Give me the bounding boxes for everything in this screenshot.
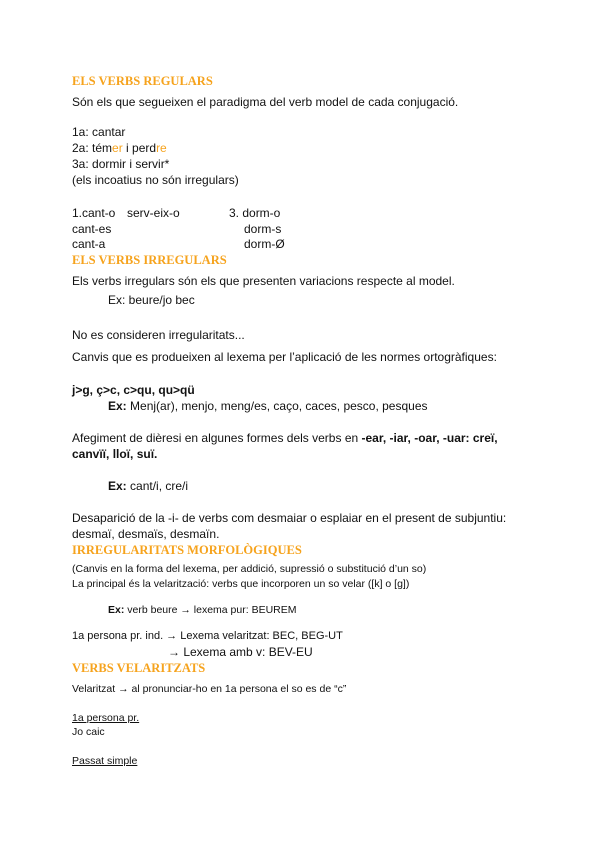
diaeresis-line-2: canvïï, lloï, suï. <box>72 447 158 461</box>
conjugation-3: 3a: dormir i servir* <box>72 157 170 171</box>
paradigm-cell: 3. dorm-o <box>229 206 281 220</box>
spelling-changes: Canvis que es produeixen al lexema per l’aplicació de les normes ortogràfiques: <box>72 350 497 364</box>
section-title-velarized: VERBS VELARITZATS <box>72 661 206 675</box>
subheading-simple-past: Passat simple <box>72 755 138 767</box>
example-beure-lexeme: Ex: verb beure → lexema pur: BEUREM <box>108 604 297 616</box>
not-irregularities: No es consideren irregularitats... <box>72 328 245 342</box>
conjugation-note: (els incoatius no són irregulars) <box>72 173 239 187</box>
regular-verbs-intro: Són els que segueixen el paradigma del verb model de cada conjugació. <box>72 95 459 109</box>
paradigm-cell: dorm-s <box>244 222 282 236</box>
conjugation-2: 2a: témer i perdre <box>72 141 167 155</box>
paradigm-cell: dorm-Ø <box>244 237 285 251</box>
paradigm-cell: cant-a <box>72 237 106 251</box>
lexeme-with-v: → Lexema amb v: BEV-EU <box>168 645 313 659</box>
i-disappearance-line-1: Desaparició de la -i- de verbs com desmaiar o esplaiar en el present de subjuntiu: <box>72 511 507 525</box>
paradigm-cell: 1.cant-o <box>72 206 116 220</box>
example-beure: Ex: beure/jo bec <box>108 293 195 307</box>
section-title-irregular-verbs: ELS VERBS IRREGULARS <box>72 253 227 267</box>
irregular-verbs-intro: Els verbs irregulars són els que presenten variacions respecte al model. <box>72 274 455 288</box>
paradigm-cell: cant-es <box>72 222 112 236</box>
example-jo-caic: Jo caic <box>72 726 105 738</box>
i-disappearance-line-2: desmaï, desmaïs, desmaïn. <box>72 527 220 541</box>
example-diaeresis: Ex: cant/i, cre/i <box>108 479 189 493</box>
velarized-definition: Velaritzat → al pronunciar-ho en 1a persona el so es de “c” <box>72 683 347 695</box>
paradigm-cell: serv-eix-o <box>127 206 180 220</box>
example-spelling: Ex: Menj(ar), menjo, meng/es, caço, caces, pesco, pesques <box>108 399 428 413</box>
conjugation-1: 1a: cantar <box>72 125 126 139</box>
diaeresis-line-1: Afegiment de dièresi en algunes formes dels verbs en -ear, -iar, -oar, -uar: creï, <box>72 431 498 445</box>
section-title-morphological: IRREGULARITATS MORFOLÒGIQUES <box>72 543 302 557</box>
spelling-rules: j>g, ç>c, c>qu, qu>qü <box>72 383 195 397</box>
velarized-lexeme: 1a persona pr. ind. → Lexema velaritzat: BEC, BEG-UT <box>72 630 343 642</box>
morphological-line-2: La principal és la velarització: verbs que incorporen un so velar ([k] o [g]) <box>72 578 410 590</box>
morphological-line-1: (Canvis en la forma del lexema, per addició, supressió o substitució d’un so) <box>72 563 427 575</box>
section-title-regular-verbs: ELS VERBS REGULARS <box>72 74 213 88</box>
subheading-first-person: 1a persona pr. <box>72 712 140 724</box>
